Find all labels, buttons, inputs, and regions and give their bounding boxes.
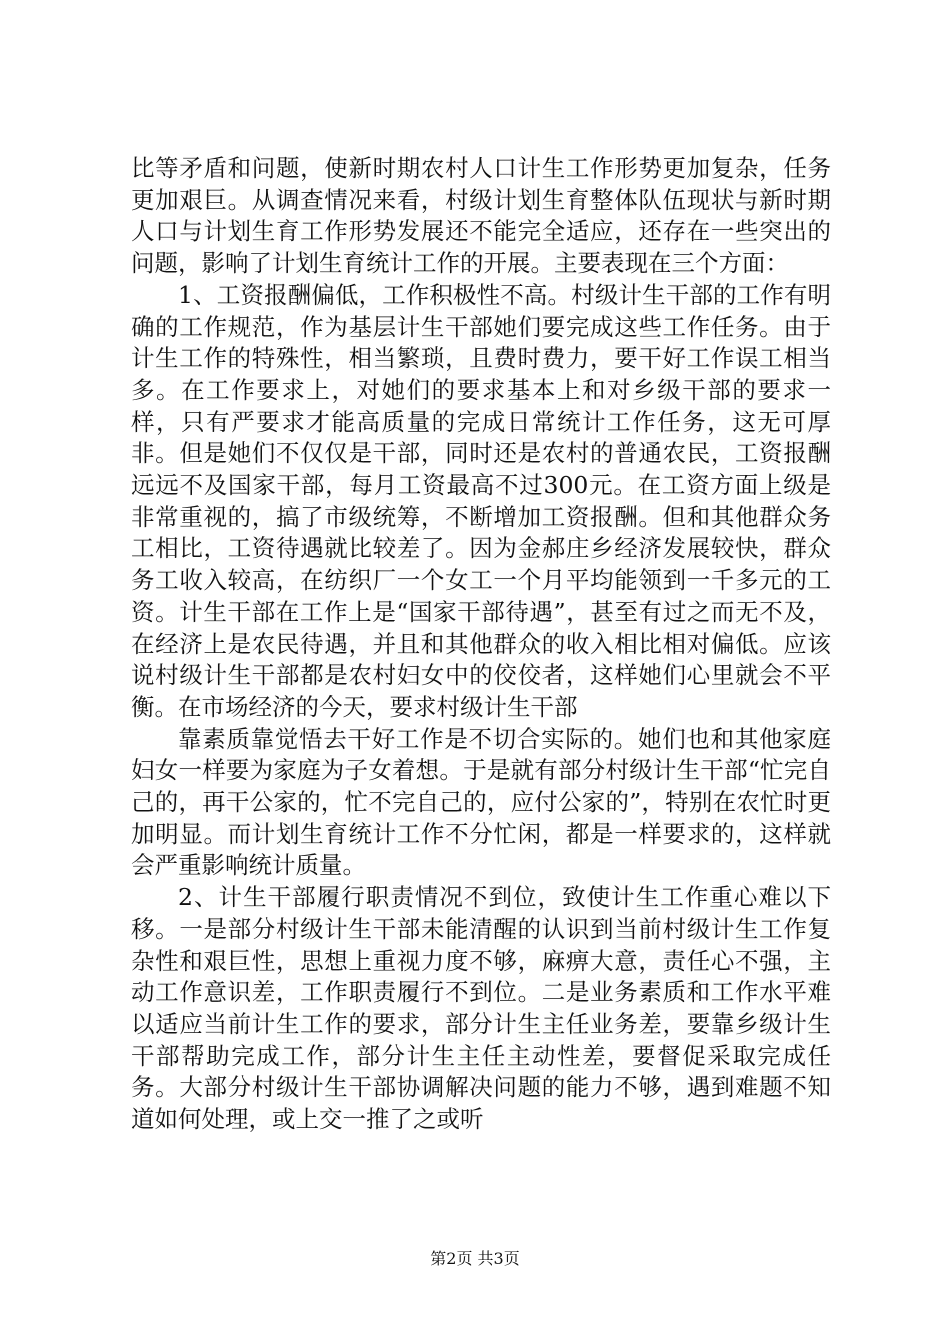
body-text xyxy=(131,153,831,1136)
page-footer: 第2页 共3页 xyxy=(430,1249,520,1268)
paragraph-1: 比等矛盾和问题，使新时期农村人口计生工作形势更加复杂，任务更加艰巨。从调查情况来看，村级计划生育整体队伍现状与新时期人口与计划生育工作形势发展还不能完全适应，还存在一些突出的问题，影响了计划生育统计工作的开展。主要表现在三个方面： xyxy=(131,154,831,278)
paragraph-2: 1、工资报酬偏低，工作积极性不高。村级计生干部的工作有明确的工作规范，作为基层计生干部她们要完成这些工作任务。由于计生工作的特殊性，相当繁琐，且费时费力，要干好工作误工相当多。在工作要求上，对她们的要求基本上和对乡级干部的要求一样，只有严要求才能高质量的完成日常统计工作任务，这无可厚非。但是她们不仅仅是干部，同时还是农村的普通农民，工资报酬远远不及国家干部，每月工资最高不过300元。在工资方面上级是非常重视的，搞了市级统筹，不断增加工资报酬。但和其他群众务工相比，工资待遇就比较差了。因为金郝庄乡经济发展较快，群众务工收入较高，在纺织厂一个女工一个月平均能领到一千多元的工资。计生干部在工作上是“国家干部待遇”，甚至有过之而无不及，在经济上是农民待遇，并且和其他群众的收入相比相对偏低。应该说村级计生干部都是农村妇女中的佼佼者，这样她们心里就会不平衡。在市场经济的今天，要求村级计生干部 xyxy=(131,280,831,721)
paragraph-3: 靠素质靠觉悟去干好工作是不切合实际的。她们也和其他家庭妇女一样要为家庭为子女着想。于是就有部分村级计生干部“忙完自己的，再干公家的，忙不完自己的，应付公家的”，特别在农忙时更加明显。而计划生育统计工作不分忙闲，都是一样要求的，这样就会严重影响统计质量。 xyxy=(131,724,831,880)
paragraph-4: 2、计生干部履行职责情况不到位，致使计生工作重心难以下移。一是部分村级计生干部未能清醒的认识到当前村级计生工作复杂性和艰巨性，思想上重视力度不够，麻痹大意，责任心不强，主动工作意识差，工作职责履行不到位。二是业务素质和工作水平难以适应当前计生工作的要求，部分计生主任业务差，要靠乡级计生干部帮助完成工作，部分计生主任主动性差，要督促采取完成任务。大部分村级计生干部协调解决问题的能力不够，遇到难题不知道如何处理，或上交一推了之或听 xyxy=(131,883,831,1134)
